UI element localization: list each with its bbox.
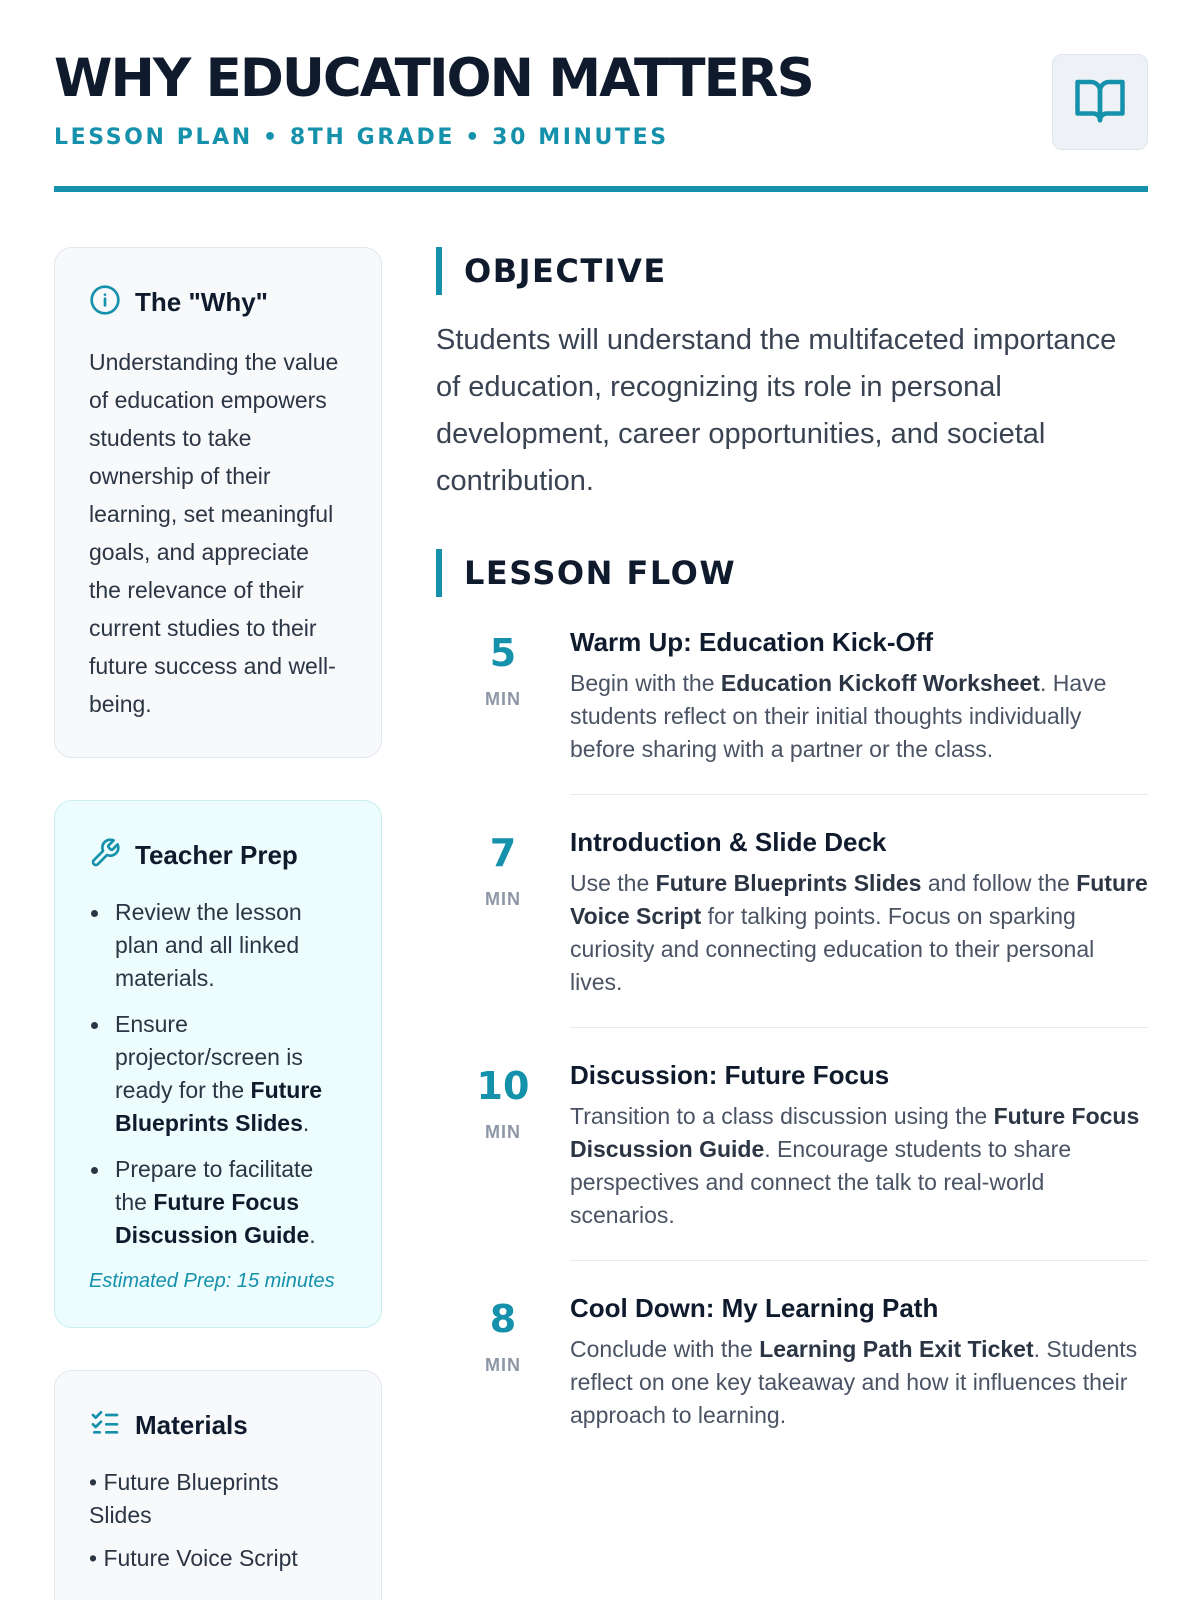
lesson-flow-header — [436, 549, 1148, 597]
lesson-step — [436, 825, 1148, 1058]
objective-title: OBJECTIVE — [464, 252, 667, 290]
step-minutes: 5 — [489, 631, 517, 675]
step-duration — [436, 825, 570, 1058]
header-divider — [54, 186, 1148, 192]
step-title: Introduction & Slide Deck — [570, 827, 887, 857]
why-card-text: Understanding the value of education empowers students to take ownership of their learning, set meaningful goals, and appreciate the relevance of their current studies to their future success and well-being. — [89, 349, 339, 717]
list-item: Ensure projector/screen is ready for the Future Blueprints Slides. — [89, 1008, 347, 1140]
step-unit: MIN — [485, 1355, 521, 1375]
list-item: • Future Voice Script — [89, 1545, 298, 1571]
step-minutes: 7 — [489, 831, 517, 875]
sidebar — [54, 247, 382, 1600]
step-title: Discussion: Future Focus — [570, 1060, 890, 1090]
objective-text: Students will understand the multifaceted importance of education, recognizing its role in personal development, career opportunities, and societal contribution. — [436, 324, 1117, 497]
teacher-prep-header — [89, 837, 347, 874]
teacher-prep-title: Teacher Prep — [135, 840, 298, 870]
step-description: Transition to a class discussion using the Future Focus Discussion Guide. Encourage students to share perspectives and connect the talk to real-world scenarios. — [570, 1103, 1140, 1228]
lesson-steps — [436, 625, 1148, 1490]
open-book-icon — [1073, 73, 1127, 132]
lesson-step — [436, 1058, 1148, 1291]
materials-header — [89, 1407, 347, 1444]
step-duration — [436, 1058, 570, 1291]
step-minutes: 10 — [476, 1064, 530, 1108]
objective-header — [436, 247, 1148, 295]
main-content — [436, 247, 1148, 1490]
why-card — [54, 247, 382, 758]
step-title: Warm Up: Education Kick-Off — [570, 627, 934, 657]
materials-list — [89, 1466, 347, 1575]
book-button[interactable] — [1052, 54, 1148, 150]
step-body — [570, 1058, 1148, 1261]
step-description: Begin with the Education Kickoff Worksheet. Have students reflect on their initial thoughts individually before sharing with a partner or the class. — [570, 670, 1107, 762]
step-unit: MIN — [485, 889, 521, 909]
lesson-step — [436, 625, 1148, 825]
page-title: WHY EDUCATION MATTERS — [54, 48, 813, 109]
step-body — [570, 1291, 1148, 1460]
info-icon — [89, 284, 121, 321]
wrench-icon — [89, 837, 121, 874]
step-title: Cool Down: My Learning Path — [570, 1293, 939, 1323]
page-header — [54, 48, 1148, 150]
step-body — [570, 625, 1148, 795]
materials-card — [54, 1370, 382, 1600]
teacher-prep-list — [89, 896, 347, 1252]
step-duration — [436, 625, 570, 825]
checklist-icon — [89, 1407, 121, 1444]
section-accent-bar — [436, 549, 442, 597]
page-subtitle: LESSON PLAN • 8TH GRADE • 30 MINUTES — [54, 125, 669, 150]
step-unit: MIN — [485, 1122, 521, 1142]
step-body — [570, 825, 1148, 1028]
materials-title: Materials — [135, 1410, 248, 1440]
list-item: Review the lesson plan and all linked materials. — [89, 896, 347, 995]
step-unit: MIN — [485, 689, 521, 709]
lesson-step — [436, 1291, 1148, 1490]
why-card-title: The "Why" — [135, 287, 268, 317]
step-minutes: 8 — [489, 1297, 517, 1341]
step-description: Conclude with the Learning Path Exit Ticket. Students reflect on one key takeaway and how it influences their approach to learning. — [570, 1336, 1138, 1428]
list-item: • Future Blueprints Slides — [89, 1469, 279, 1528]
step-duration — [436, 1291, 570, 1490]
prep-estimate: Estimated Prep: 15 minutes — [89, 1270, 335, 1292]
list-item: Prepare to facilitate the Future Focus Discussion Guide. — [89, 1153, 347, 1252]
lesson-flow-title: LESSON FLOW — [464, 554, 737, 592]
teacher-prep-card — [54, 800, 382, 1328]
section-accent-bar — [436, 247, 442, 295]
why-card-header — [89, 284, 347, 321]
step-description: Use the Future Blueprints Slides and follow the Future Voice Script for talking points. Focus on sparking curiosity and connecting education to their personal lives. — [570, 870, 1148, 995]
